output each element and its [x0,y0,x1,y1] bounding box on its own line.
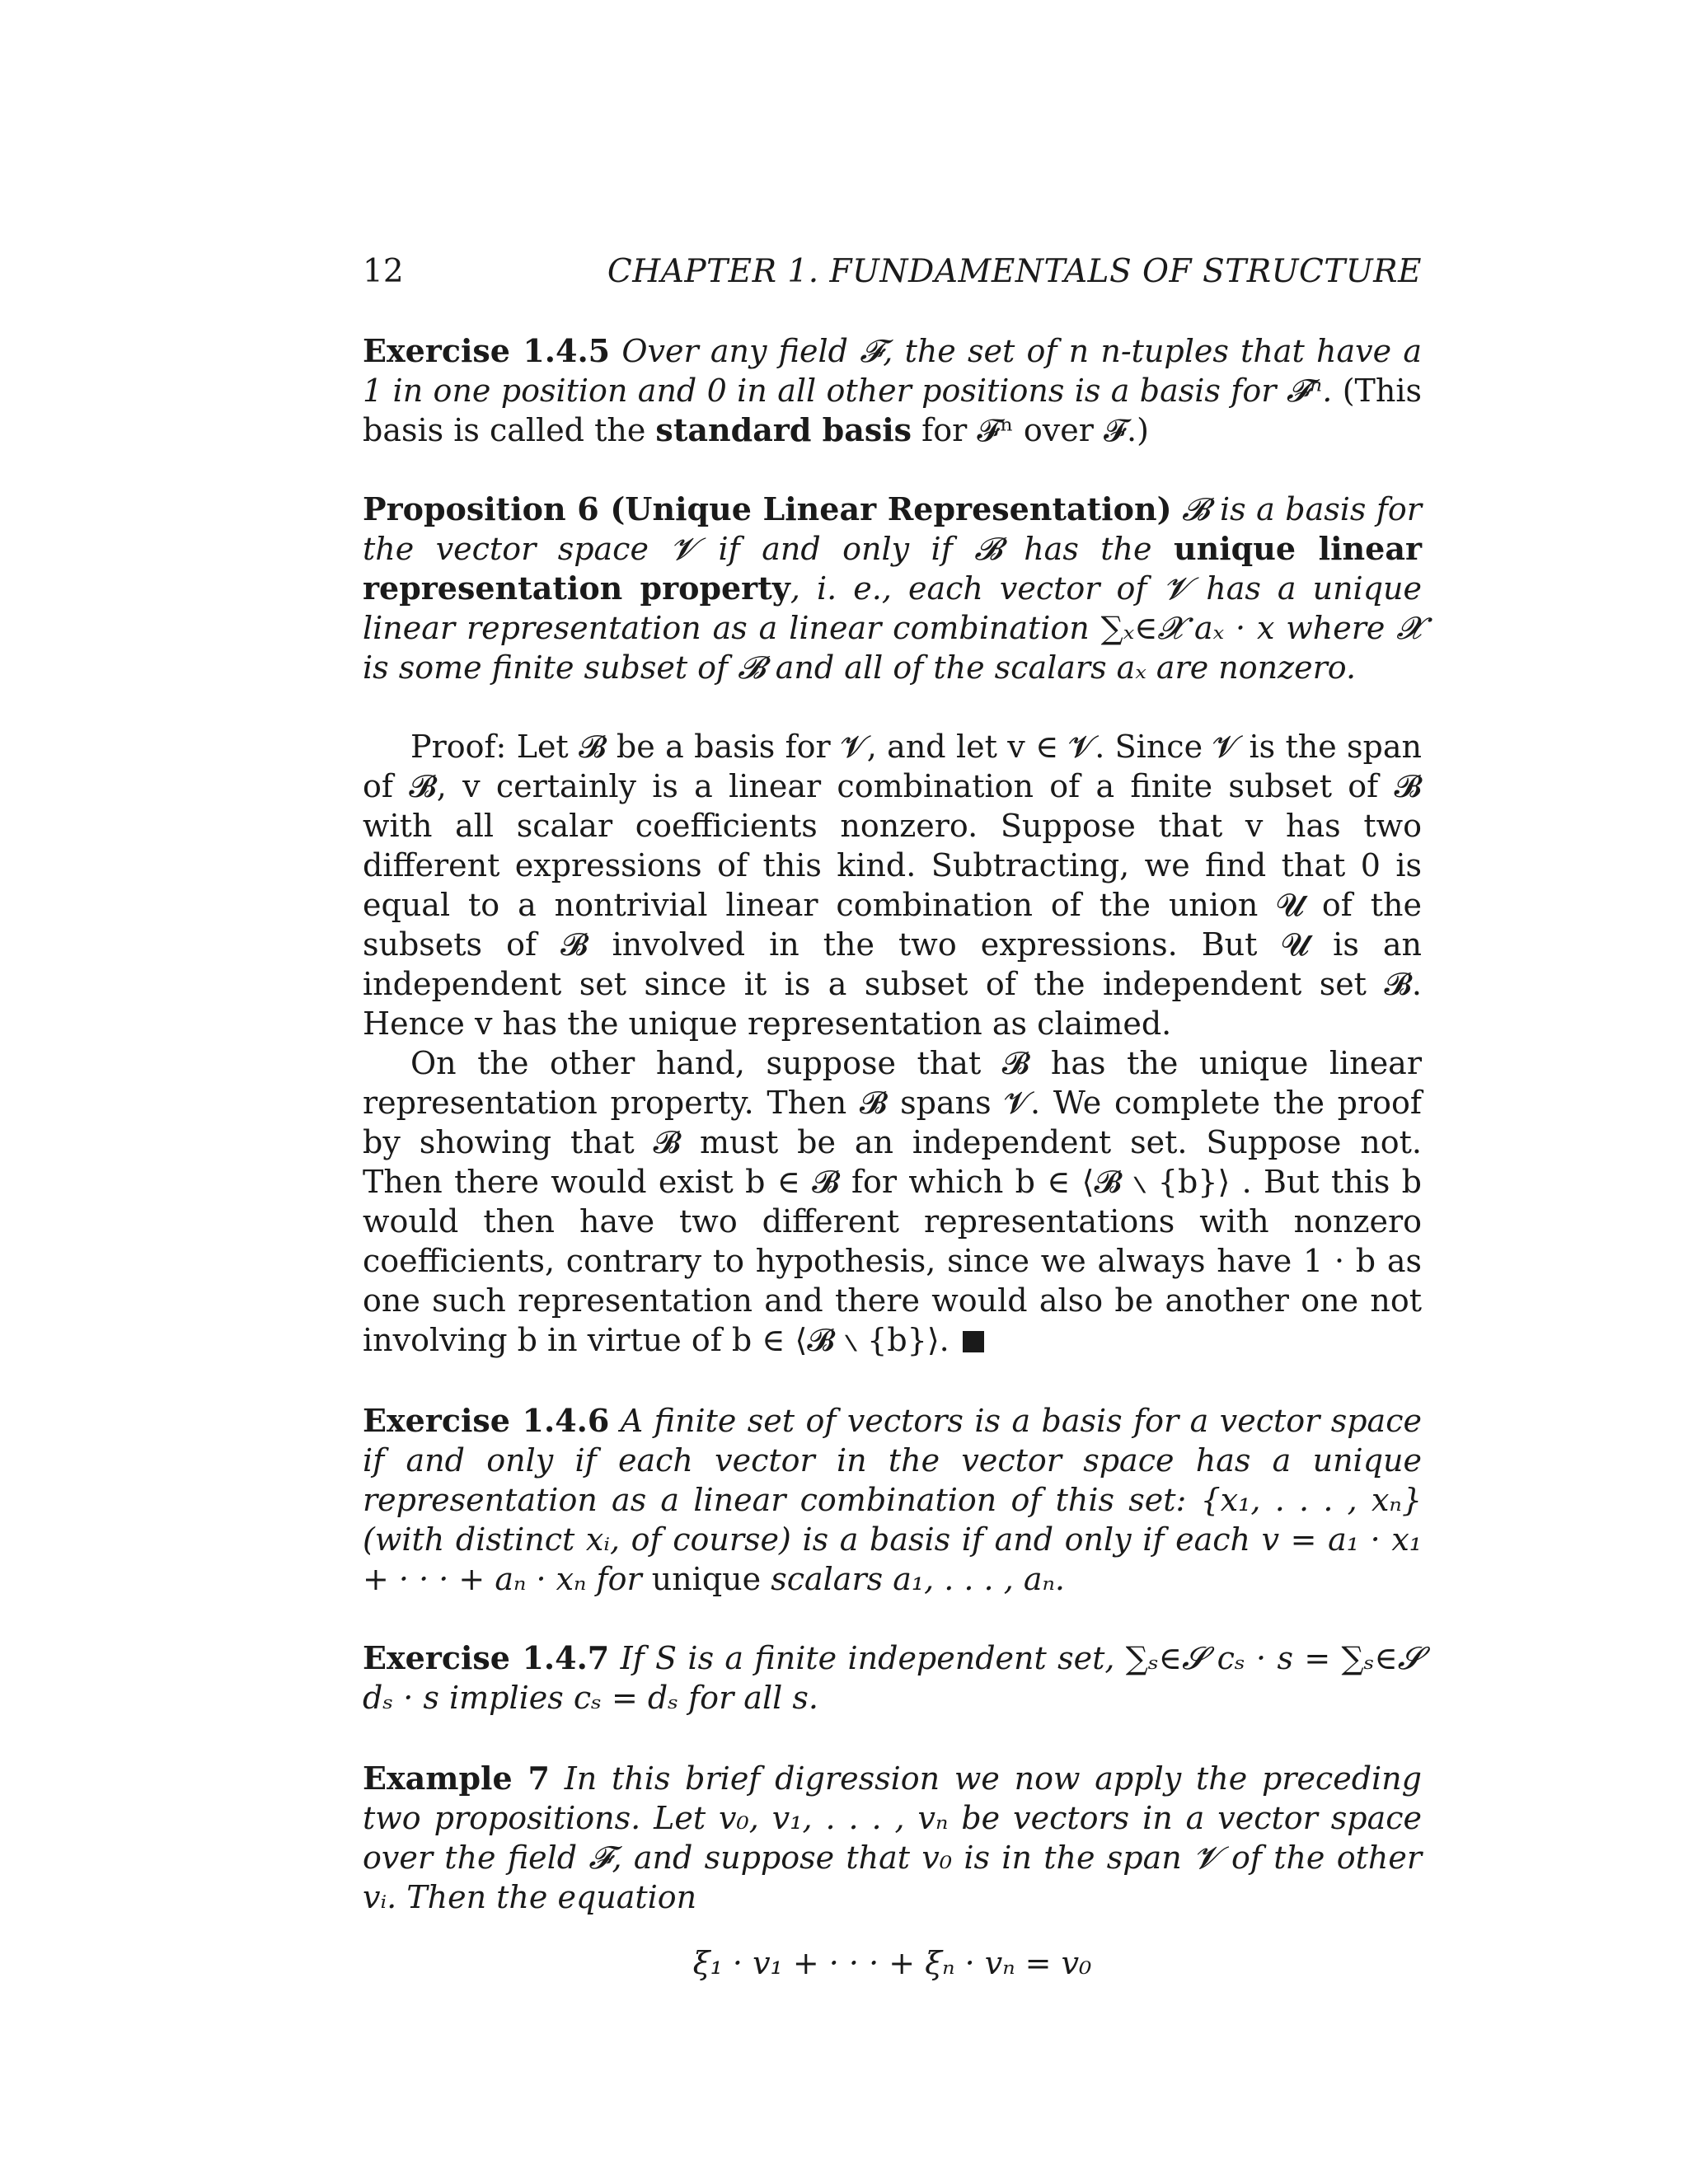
proposition-label: Proposition 6 (Unique Linear Representation) [363,490,1172,527]
page [363,247,1422,1983]
qed-square-icon [963,1331,984,1352]
page-number: 12 [363,253,404,290]
proof-paragraph-1: Proof: Let 𝓑 be a basis for 𝓥, and let v ∈ 𝓥. Since 𝓥 is the span of 𝓑, v certainly is a linear combination of a finite subset of 𝓑 with all scalar coefficients nonzero. Suppose that v has two different expressions of this kind. Subtracting, we find that 0 is equal to a nontrivial linear combination of the union 𝓤 of the subsets of 𝓑 involved in the two expressions. But 𝓤 is an independent set since it is a subset of the independent set 𝓑. Hence v has the unique representation as claimed. [363,729,1422,1042]
exercise-label: Exercise 1.4.5 [363,332,611,369]
proof-paragraph-2-text: On the other hand, suppose that 𝓑 has the unique linear representation property. Then 𝓑 spans 𝓥. We complete the proof by showing that 𝓑 must be an independent set. Suppose not. Then there would exist b ∈ 𝓑 for which b ∈ ⟨𝓑 ∖ {b}⟩ . But this b would then have two different representations with nonzero coefficients, contrary to hypothesis, since we always have 1 · b as one such representation and there would also be another one not involving b in virtue of b ∈ ⟨𝓑 ∖ {b}⟩. [363,1045,1422,1358]
example-label: Example 7 [363,1760,550,1797]
chapter-title: CHAPTER 1. FUNDAMENTALS OF STRUCTURE [607,253,1422,290]
proposition-text-1: 𝓑 is a basis for the vector space 𝓥 if and only if 𝓑 has the [363,491,1422,567]
example-7 [363,1759,1422,1917]
exercise-word-unique: unique [651,1561,762,1597]
example-statement: In this brief digression we now apply the preceding two propositions. Let v₀, v₁, . . . , vₙ be vectors in a vector space over the field 𝓕, and suppose that v₀ is in the span 𝓥 of the other vᵢ. Then the equation [363,1760,1422,1915]
exercise-label: Exercise 1.4.6 [363,1402,610,1439]
exercise-statement: If S is a finite independent set, ∑ₛ∈𝓢 cₛ · s = ∑ₛ∈𝓢 dₛ · s implies cₛ = dₛ for all s. [363,1640,1422,1716]
display-equation: ξ₁ · v₁ + · · · + ξₙ · vₙ = v₀ [692,1945,1092,1981]
exercise-note-before: (This basis is called the [363,373,1422,448]
exercise-1-4-5 [363,331,1422,450]
proposition-6 [363,490,1422,687]
running-head [363,247,1422,297]
exercise-statement-2: scalars a₁, . . . , aₙ. [771,1561,1066,1597]
exercise-label: Exercise 1.4.7 [363,1639,610,1676]
standard-basis-term: standard basis [655,411,912,448]
proposition-text-2: , i. e., each vector of 𝓥 has a unique linear representation as a linear combination ∑ₓ∈𝓧 aₓ · x where 𝓧 is some finite subset of 𝓑 and all of the scalars aₓ are nonzero. [363,570,1422,686]
exercise-statement: Over any field 𝓕, the set of n n-tuples that have a 1 in one position and 0 in all other positions is a basis for 𝓕ⁿ. [363,333,1422,409]
exercise-statement-1: A finite set of vectors is a basis for a vector space if and only if each vector in the vector space has a unique representation as a linear combination of this set: {x₁, . . . , xₙ} (with distinct xᵢ, of course) is a basis if and only if each v = a₁ · x₁ + · · · + aₙ · xₙ for [363,1403,1422,1597]
exercise-1-4-7 [363,1638,1422,1718]
proposition-term: unique linear representation property [363,530,1422,607]
exercise-1-4-6 [363,1401,1422,1599]
exercise-note-after: for 𝓕ⁿ over 𝓕.) [921,412,1149,448]
proof-paragraph-2 [363,1043,1422,1360]
